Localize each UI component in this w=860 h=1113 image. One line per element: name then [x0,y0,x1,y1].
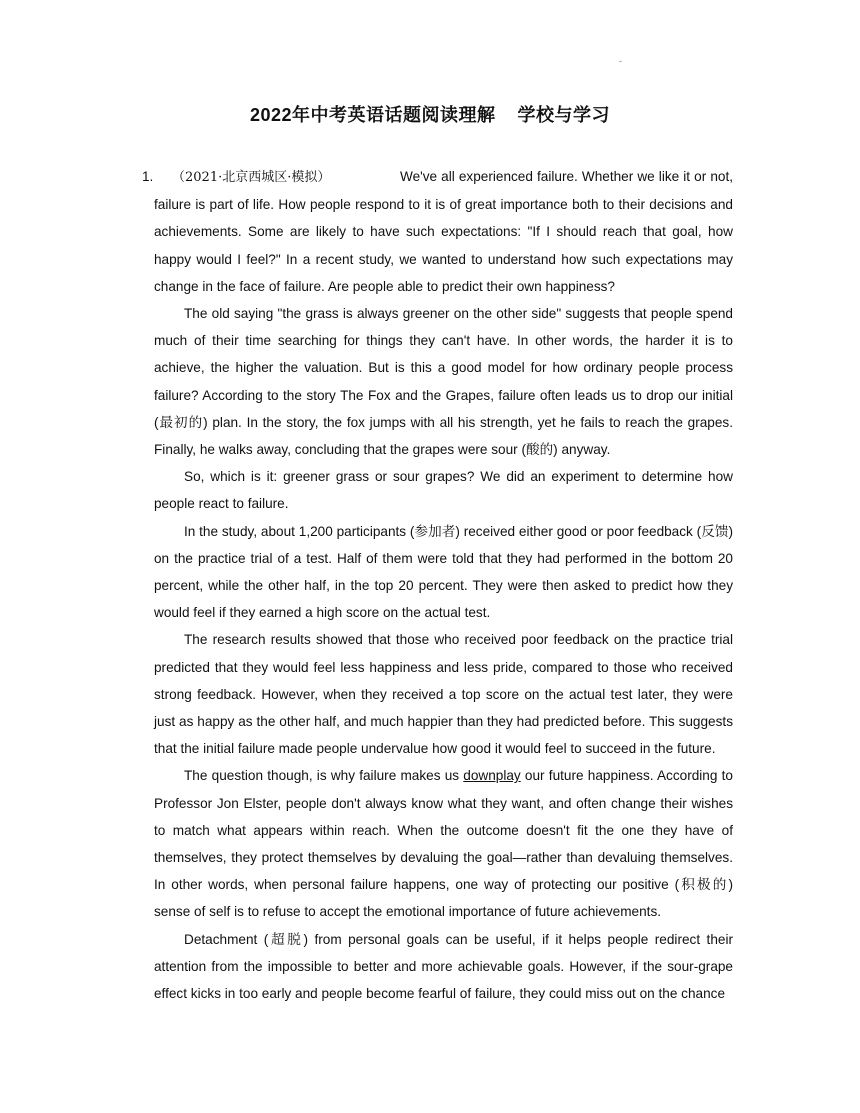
passage [154,163,733,1007]
paragraph-6-before: The question though, is why failure makes us [184,768,464,784]
paragraph-6-after: our future happiness. According to Professor Jon Elster, people don't always know what they want, and often change their wishes to match what appears within reach. When the outcome doesn't fit the one they have of themselves, they protect themselves by devaluing the goal—rather than devaluing themselves. In other words, when personal failure happens, one way of protecting our positive (积极的) sense of self is to refuse to accept the emotional importance of future achievements. [154,768,733,920]
paragraph-6 [154,762,733,925]
paragraph-1-text: We've all experienced failure. Whether we like it or not, failure is part of life. How people respond to it is of great importance both to their decisions and achievements. Some are likely to have such expectations: "If I should reach that goal, how happy would I feel?" In a recent study, we wanted to understand how such expectations may change in the face of failure. Are people able to predict their own happiness? [154,169,733,294]
paragraph-2: The old saying "the grass is always greener on the other side" suggests that people spend much of their time searching for things they can't have. In other words, the harder it is to achieve, the higher the valuation. But is this a good model for how ordinary people process failure? According to the story The Fox and the Grapes, failure often leads us to drop our initial (最初的) plan. In the story, the fox jumps with all his strength, yet he fails to reach the grapes. Finally, he walks away, concluding that the grapes were sour (酸的) anyway. [154,306,733,458]
paragraph-4: In the study, about 1,200 participants (参加者) received either good or poor feedback (反馈) on the practice trial of a test. Half of them were told that they had performed in the bottom 20 percent, while the other half, in the top 20 percent. They were then asked to predict how they would feel if they earned a high score on the actual test. [154,523,733,621]
underlined-word: downplay [463,768,521,784]
question-number: 1. [142,169,154,184]
paragraph-1 [154,163,733,300]
title-main: 2022年中考英语话题阅读理解 [249,105,496,125]
paragraph-5: The research results showed that those who received poor feedback on the practice trial predicted that they would feel less happiness and less pride, compared to those who received strong feedback. However, when they received a top score on the actual test later, they were just as happy as the other half, and much happier than they had predicted before. This suggests that the initial failure made people undervalue how good it would feel to succeed in the future. [154,632,733,757]
question-source: （2021·北京西城区·模拟） [172,170,331,185]
paragraph-7: Detachment (超脱) from personal goals can be useful, if it helps people redirect their attention from the impossible to better and more achievable goals. However, if the sour-grape effect kicks in too early and people become fearful of failure, they could miss out on the chance [154,931,733,1002]
paragraph-3: So, which is it: greener grass or sour grapes? We did an experiment to determine how people react to failure. [154,469,733,512]
header-mark: - [619,56,622,66]
page-title [0,101,860,127]
title-topic: 学校与学习 [517,105,611,125]
